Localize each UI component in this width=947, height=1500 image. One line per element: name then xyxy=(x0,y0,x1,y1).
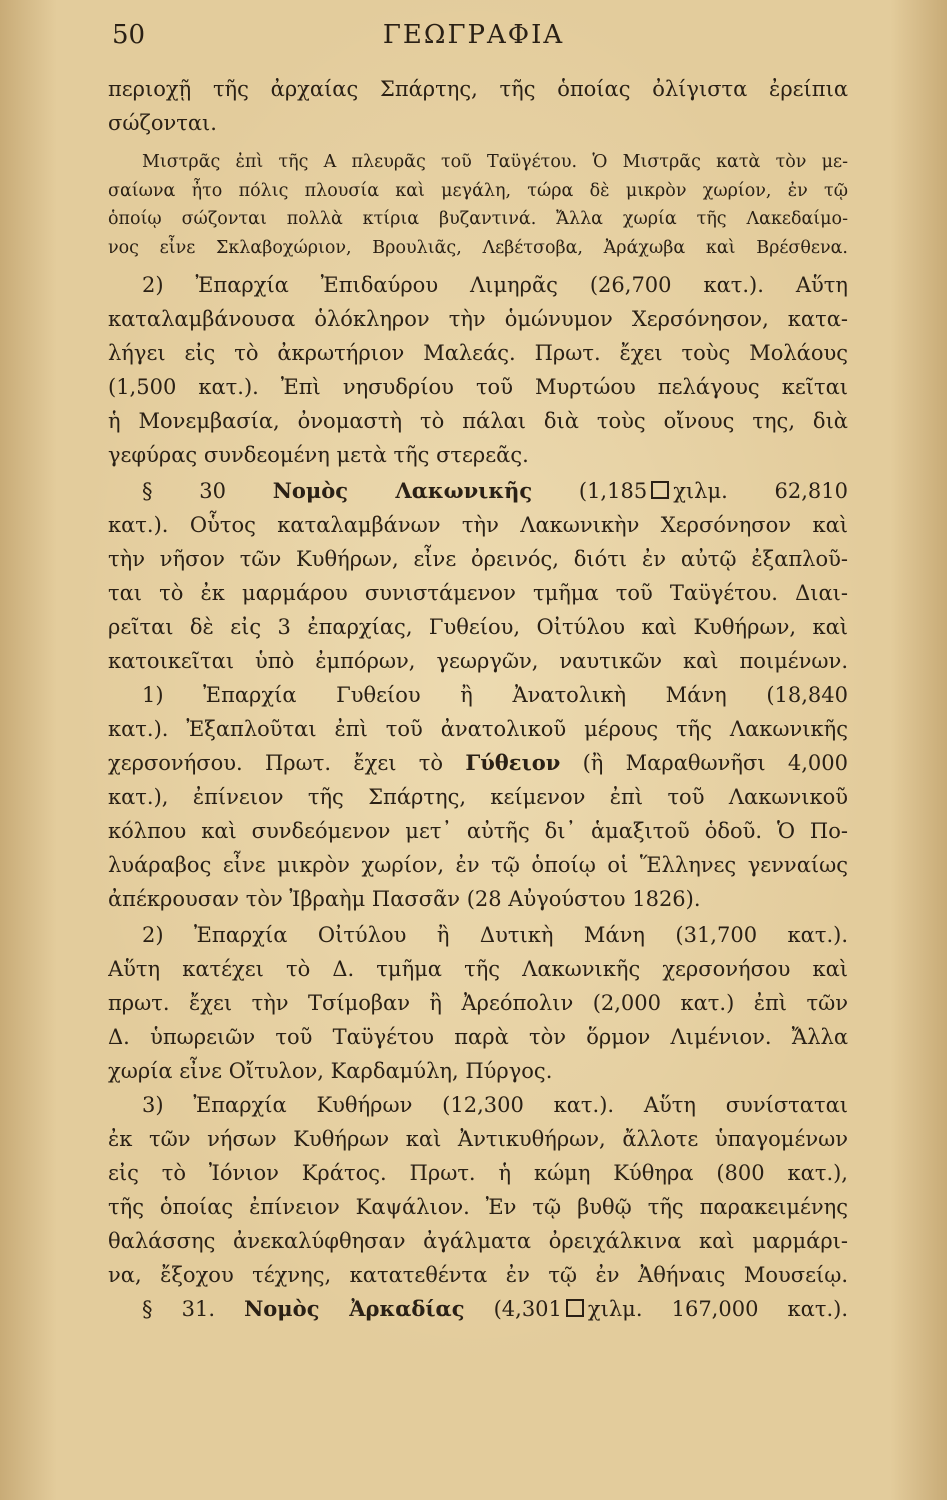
running-title: ΓΕΩΓΡΑΦΙΑ xyxy=(382,20,565,50)
note-mistras xyxy=(108,148,848,262)
text-line: ἀπέκρουσαν τὸν Ἰβραὴμ Πασσᾶν (28 Αὐγούστου 1826). xyxy=(108,887,701,911)
text-line: Μιστρᾶς ἐπὶ τῆς Α πλευρᾶς τοῦ Ταϋγέτου. Ὁ Μιστρᾶς κατὰ τὸν με- xyxy=(142,152,848,172)
page-header xyxy=(0,20,947,60)
text-line: πρωτ. ἔχει τὴν Τσίμοβαν ἢ Ἀρεόπολιν (2,000 κατ.) ἐπὶ τῶν xyxy=(108,991,848,1015)
text-line: νος εἶνε Σκλαβοχώριον, Βρουλιᾶς, Λεβέτσοβα, Ἀράχωβα καὶ Βρέσθενα. xyxy=(108,237,848,258)
paragraph-oitylo xyxy=(108,918,848,1088)
text-line: περιοχῇ τῆς ἀρχαίας Σπάρτης, τῆς ὁποίας ὀλίγιστα ἐρείπια xyxy=(108,77,848,101)
text-line: 3) Ἐπαρχία Κυθήρων (12,300 κατ.). Αὕτη συνίσταται xyxy=(142,1093,848,1117)
section-heading-line xyxy=(108,1292,848,1326)
text-line: Δ. ὑπωρειῶν τοῦ Ταϋγέτου παρὰ τὸν ὅρμον Λιμένιον. Ἄλλα xyxy=(108,1025,848,1049)
section-title: Νομὸς Ἀρκαδίας xyxy=(244,1296,465,1321)
text-line: 2) Ἐπαρχία Οἰτύλου ἢ Δυτικὴ Μάνη (31,700 κατ.). xyxy=(142,923,848,947)
text-line: 2) Ἐπαρχία Ἐπιδαύρου Λιμηρᾶς (26,700 κατ.). Αὕτη xyxy=(142,273,848,297)
square-symbol-icon xyxy=(651,481,669,499)
text-line: κατ.). Οὗτος καταλαμβάνων τὴν Λακωνικὴν Χερσόνησον καὶ xyxy=(108,513,848,537)
area-open: (1,185 xyxy=(578,479,648,503)
text-line: τὴν νῆσον τῶν Κυθήρων, εἶνε ὀρεινός, διότι ἐν αὐτῷ ἐξαπλοῦ- xyxy=(108,547,848,571)
text-line: ρεῖται δὲ εἰς 3 ἐπαρχίας, Γυθείου, Οἰτύλου καὶ Κυθήρων, καὶ xyxy=(108,615,848,639)
text-line: καταλαμβάνουσα ὁλόκληρον τὴν ὁμώνυμον Χερσόνησον, κατα- xyxy=(108,307,848,331)
text-line: σώζονται. xyxy=(108,111,217,135)
area-close: χιλμ. 62,810 xyxy=(673,479,848,503)
text-line: σαίωνα ἦτο πόλις πλουσία καὶ μεγάλη, τώρα δὲ μικρὸν χωρίον, ἐν τῷ xyxy=(108,180,848,201)
paragraph-gytheio xyxy=(108,678,848,916)
paragraph-epidavros-limiras xyxy=(108,268,848,472)
text-line: να, ἔξοχου τέχνης, κατατεθέντα ἐν τῷ ἐν Ἀθήναις Μουσείῳ. xyxy=(108,1263,848,1287)
bold-term: Γύθειον xyxy=(465,750,561,775)
text-line: εἰς τὸ Ἰόνιον Κράτος. Πρωτ. ἡ κώμη Κύθηρα (800 κατ.), xyxy=(108,1161,848,1185)
text-line: 1) Ἐπαρχία Γυθείου ἢ Ἀνατολικὴ Μάνη (18,840 xyxy=(142,683,848,707)
text-line: γεφύρας συνδεομένη μετὰ τῆς στερεᾶς. xyxy=(108,443,529,467)
page-body xyxy=(108,72,848,1326)
text-line: θαλάσσης ἀνεκαλύφθησαν ἀγάλματα ὀρειχάλκινα καὶ μαρμάρι- xyxy=(108,1229,848,1253)
section-31-arkadia xyxy=(108,1292,848,1326)
area-open: (4,301 xyxy=(493,1297,562,1321)
section-number: § 30 xyxy=(142,479,226,503)
paragraph-sparta-ruins xyxy=(108,72,848,140)
paragraph-kythira xyxy=(108,1088,848,1292)
section-number: § 31. xyxy=(142,1297,215,1321)
area-close: χιλμ. 167,000 κατ.). xyxy=(587,1297,848,1321)
text-line: κατ.). Ἐξαπλοῦται ἐπὶ τοῦ ἀνατολικοῦ μέρους τῆς Λακωνικῆς xyxy=(108,717,848,741)
text-line: χωρία εἶνε Οἴτυλον, Καρδαμύλη, Πύργος. xyxy=(108,1059,553,1083)
text-line: τῆς ὁποίας ἐπίνειον Καψάλιον. Ἐν τῷ βυθῷ τῆς παρακειμένης xyxy=(108,1195,848,1219)
text-fragment: (ἢ Μαραθωνῆσι 4,000 xyxy=(582,751,848,775)
section-title: Νομὸς Λακωνικῆς xyxy=(272,478,533,503)
text-line: ἡ Μονεμβασία, ὀνομαστὴ τὸ πάλαι διὰ τοὺς οἴνους της, διὰ xyxy=(108,409,848,433)
text-line: Αὕτη κατέχει τὸ Δ. τμῆμα τῆς Λακωνικῆς χερσονήσου καὶ xyxy=(108,957,848,981)
text-line: ὁποίῳ σώζονται πολλὰ κτίρια βυζαντινά. Ἄλλα χωρία τῆς Λακεδαίμο- xyxy=(108,209,848,229)
text-line: λήγει εἰς τὸ ἀκρωτήριον Μαλεάς. Πρωτ. ἔχει τοὺς Μολάους xyxy=(108,341,848,365)
page-number: 50 xyxy=(112,20,146,50)
text-line: κατοικεῖται ὑπὸ ἐμπόρων, γεωργῶν, ναυτικῶν καὶ ποιμένων. xyxy=(108,649,848,673)
section-30-lakonia xyxy=(108,474,848,678)
square-symbol-icon xyxy=(566,1299,584,1317)
text-line: κόλπου καὶ συνδεόμενον μετ᾽ αὐτῆς δι᾽ ἁμαξιτοῦ ὁδοῦ. Ὁ Πο- xyxy=(108,819,848,843)
text-fragment: χερσονήσου. Πρωτ. ἔχει τὸ xyxy=(108,751,444,775)
section-heading-line xyxy=(108,474,848,508)
text-line: ἐκ τῶν νήσων Κυθήρων καὶ Ἀντικυθήρων, ἄλλοτε ὑπαγομένων xyxy=(108,1127,848,1151)
text-line: ται τὸ ἐκ μαρμάρου συνιστάμενον τμῆμα τοῦ Ταϋγέτου. Διαι- xyxy=(108,581,848,605)
text-line: κατ.), ἐπίνειον τῆς Σπάρτης, κείμενον ἐπὶ τοῦ Λακωνικοῦ xyxy=(108,785,848,809)
text-line: λυάραβος εἶνε μικρὸν χωρίον, ἐν τῷ ὁποίῳ οἱ Ἕλληνες γενναίως xyxy=(108,853,848,877)
text-line xyxy=(108,746,848,780)
text-line: (1,500 κατ.). Ἐπὶ νησυδρίου τοῦ Μυρτώου πελάγους κεῖται xyxy=(108,375,848,399)
